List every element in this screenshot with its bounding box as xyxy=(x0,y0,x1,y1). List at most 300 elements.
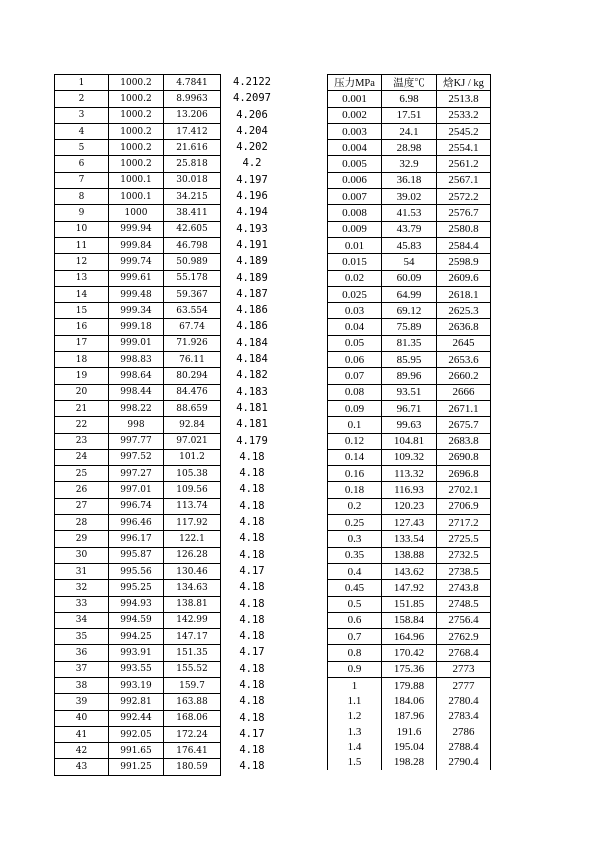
temperature-cell: 96.71 xyxy=(382,400,437,416)
table-row xyxy=(55,612,221,628)
density-cell: 999.18 xyxy=(109,319,164,335)
table-row xyxy=(55,482,221,498)
pressure-cell: 0.35 xyxy=(328,547,382,563)
temperature-cell: 109.32 xyxy=(382,449,437,465)
temperature-cell: 6.98 xyxy=(382,91,437,107)
specific-heat-cell: 4.179 xyxy=(236,434,268,447)
pressure-cell: 0.03 xyxy=(328,303,382,319)
specific-heat-cell: 4.202 xyxy=(236,141,268,154)
enthalpy-cell: 76.11 xyxy=(164,352,221,368)
enthalpy-cell: 80.294 xyxy=(164,368,221,384)
specific-heat-cell: 4.2 xyxy=(242,157,262,170)
temperature-cell: 116.93 xyxy=(382,482,437,498)
enthalpy-cell: 117.92 xyxy=(164,515,221,531)
specific-heat-cell: 4.186 xyxy=(236,304,268,317)
density-cell: 992.81 xyxy=(109,694,164,710)
specific-heat-cell: 4.181 xyxy=(236,418,268,431)
row-index-cell: 16 xyxy=(55,319,109,335)
water-properties-table xyxy=(54,74,221,776)
specific-heat-cell: 4.18 xyxy=(239,630,265,643)
row-index-cell: 37 xyxy=(55,661,109,677)
table-row xyxy=(328,270,491,286)
temperature-cell: 75.89 xyxy=(382,319,437,335)
density-cell: 992.05 xyxy=(109,726,164,742)
table-row xyxy=(55,303,221,319)
density-cell: 995.87 xyxy=(109,547,164,563)
pressure-cell: 1.2 xyxy=(328,709,382,724)
table-row xyxy=(328,739,491,754)
enthalpy-cell: 59.367 xyxy=(164,286,221,302)
specific-heat-cell: 4.17 xyxy=(239,564,265,577)
row-index-cell: 43 xyxy=(55,759,109,775)
pressure-cell: 0.006 xyxy=(328,172,382,188)
steam-enthalpy-cell: 2513.8 xyxy=(437,91,491,107)
enthalpy-cell: 8.9963 xyxy=(164,91,221,107)
table-row xyxy=(328,629,491,645)
table-row xyxy=(328,417,491,433)
temperature-cell: 99.63 xyxy=(382,417,437,433)
temperature-cell: 36.18 xyxy=(382,172,437,188)
enthalpy-cell: 34.215 xyxy=(164,189,221,205)
row-index-cell: 28 xyxy=(55,515,109,531)
enthalpy-cell: 151.35 xyxy=(164,645,221,661)
table-row xyxy=(55,547,221,563)
density-cell: 993.55 xyxy=(109,661,164,677)
density-cell: 994.93 xyxy=(109,596,164,612)
temperature-cell: 158.84 xyxy=(382,612,437,628)
pressure-cell: 0.02 xyxy=(328,270,382,286)
density-cell: 999.61 xyxy=(109,270,164,286)
row-index-cell: 26 xyxy=(55,482,109,498)
pressure-cell: 0.14 xyxy=(328,449,382,465)
enthalpy-cell: 63.554 xyxy=(164,303,221,319)
steam-enthalpy-cell: 2533.2 xyxy=(437,107,491,123)
table-row xyxy=(55,759,221,775)
temperature-cell: 28.98 xyxy=(382,140,437,156)
specific-heat-cell: 4.18 xyxy=(239,711,265,724)
temperature-cell: 143.62 xyxy=(382,563,437,579)
table-row xyxy=(328,724,491,739)
specific-heat-cell: 4.18 xyxy=(239,597,265,610)
table-row xyxy=(55,661,221,677)
specific-heat-cell: 4.189 xyxy=(236,255,268,268)
steam-enthalpy-cell: 2567.1 xyxy=(437,172,491,188)
temperature-cell: 151.85 xyxy=(382,596,437,612)
temperature-cell: 17.51 xyxy=(382,107,437,123)
steam-enthalpy-cell: 2725.5 xyxy=(437,531,491,547)
enthalpy-cell: 159.7 xyxy=(164,677,221,693)
pressure-cell: 0.001 xyxy=(328,91,382,107)
density-cell: 1000.2 xyxy=(109,140,164,156)
table-row xyxy=(55,107,221,123)
table-row xyxy=(55,352,221,368)
temperature-cell: 104.81 xyxy=(382,433,437,449)
table-header-row xyxy=(328,75,491,91)
enthalpy-cell: 88.659 xyxy=(164,400,221,416)
table-row xyxy=(328,400,491,416)
specific-heat-column xyxy=(222,74,282,775)
table-row xyxy=(328,368,491,384)
temperature-cell: 45.83 xyxy=(382,237,437,253)
temperature-cell: 164.96 xyxy=(382,629,437,645)
specific-heat-cell: 4.18 xyxy=(239,483,265,496)
specific-heat-cell: 4.187 xyxy=(236,287,268,300)
enthalpy-cell: 101.2 xyxy=(164,449,221,465)
steam-enthalpy-cell: 2706.9 xyxy=(437,498,491,514)
steam-enthalpy-cell: 2762.9 xyxy=(437,629,491,645)
specific-heat-cell: 4.18 xyxy=(239,467,265,480)
steam-enthalpy-cell: 2738.5 xyxy=(437,563,491,579)
density-cell: 1000.2 xyxy=(109,91,164,107)
steam-enthalpy-cell: 2584.4 xyxy=(437,237,491,253)
table-row xyxy=(55,629,221,645)
row-index-cell: 40 xyxy=(55,710,109,726)
table-row xyxy=(55,645,221,661)
enthalpy-cell: 17.412 xyxy=(164,123,221,139)
specific-heat-cell: 4.204 xyxy=(236,124,268,137)
pressure-cell: 1 xyxy=(328,677,382,693)
enthalpy-cell: 113.74 xyxy=(164,498,221,514)
table-row xyxy=(328,156,491,172)
density-cell: 1000.1 xyxy=(109,172,164,188)
table-row xyxy=(328,352,491,368)
pressure-cell: 0.015 xyxy=(328,254,382,270)
pressure-cell: 0.6 xyxy=(328,612,382,628)
density-cell: 993.19 xyxy=(109,677,164,693)
table-row xyxy=(55,123,221,139)
table-row xyxy=(328,612,491,628)
temperature-cell: 198.28 xyxy=(382,754,437,769)
density-cell: 994.25 xyxy=(109,629,164,645)
table-row xyxy=(55,449,221,465)
steam-enthalpy-cell: 2768.4 xyxy=(437,645,491,661)
pressure-cell: 0.3 xyxy=(328,531,382,547)
pressure-cell: 0.9 xyxy=(328,661,382,677)
specific-heat-cell: 4.18 xyxy=(239,760,265,773)
table-row xyxy=(328,563,491,579)
table-row xyxy=(55,710,221,726)
temperature-cell: 120.23 xyxy=(382,498,437,514)
table-row xyxy=(55,515,221,531)
steam-properties-table xyxy=(327,74,491,770)
row-index-cell: 32 xyxy=(55,580,109,596)
density-cell: 997.77 xyxy=(109,433,164,449)
pressure-cell: 0.8 xyxy=(328,645,382,661)
pressure-cell: 0.12 xyxy=(328,433,382,449)
enthalpy-cell: 46.798 xyxy=(164,237,221,253)
table-row xyxy=(55,91,221,107)
temperature-cell: 43.79 xyxy=(382,221,437,237)
specific-heat-cell: 4.17 xyxy=(239,646,265,659)
row-index-cell: 9 xyxy=(55,205,109,221)
steam-enthalpy-cell: 2561.2 xyxy=(437,156,491,172)
enthalpy-cell: 67.74 xyxy=(164,319,221,335)
density-cell: 1000.2 xyxy=(109,123,164,139)
row-index-cell: 36 xyxy=(55,645,109,661)
table-row xyxy=(55,677,221,693)
density-cell: 1000.2 xyxy=(109,156,164,172)
row-index-cell: 12 xyxy=(55,254,109,270)
table-row xyxy=(328,205,491,221)
temperature-cell: 195.04 xyxy=(382,739,437,754)
table-row xyxy=(328,140,491,156)
specific-heat-cell: 4.194 xyxy=(236,206,268,219)
row-index-cell: 10 xyxy=(55,221,109,237)
table-row xyxy=(55,140,221,156)
table-row xyxy=(55,417,221,433)
enthalpy-cell: 42.605 xyxy=(164,221,221,237)
specific-heat-cell: 4.193 xyxy=(236,222,268,235)
density-cell: 994.59 xyxy=(109,612,164,628)
row-index-cell: 3 xyxy=(55,107,109,123)
row-index-cell: 7 xyxy=(55,172,109,188)
temperature-cell: 54 xyxy=(382,254,437,270)
temperature-cell: 69.12 xyxy=(382,303,437,319)
table-row xyxy=(328,303,491,319)
temperature-cell: 170.42 xyxy=(382,645,437,661)
table-row xyxy=(328,123,491,139)
enthalpy-cell: 97.021 xyxy=(164,433,221,449)
temperature-cell: 138.88 xyxy=(382,547,437,563)
pressure-cell: 1.5 xyxy=(328,754,382,769)
specific-heat-cell: 4.191 xyxy=(236,238,268,251)
table-row xyxy=(328,596,491,612)
temperature-cell: 147.92 xyxy=(382,580,437,596)
row-index-cell: 31 xyxy=(55,563,109,579)
density-cell: 995.25 xyxy=(109,580,164,596)
temperature-cell: 191.6 xyxy=(382,724,437,739)
pressure-cell: 0.1 xyxy=(328,417,382,433)
row-index-cell: 34 xyxy=(55,612,109,628)
temperature-cell: 187.96 xyxy=(382,709,437,724)
row-index-cell: 29 xyxy=(55,531,109,547)
row-index-cell: 13 xyxy=(55,270,109,286)
steam-enthalpy-cell: 2777 xyxy=(437,677,491,693)
row-index-cell: 1 xyxy=(55,75,109,91)
table-row xyxy=(55,400,221,416)
row-index-cell: 6 xyxy=(55,156,109,172)
row-index-cell: 38 xyxy=(55,677,109,693)
table-row xyxy=(55,596,221,612)
steam-enthalpy-cell: 2671.1 xyxy=(437,400,491,416)
table-row xyxy=(328,661,491,677)
temperature-cell: 127.43 xyxy=(382,515,437,531)
steam-enthalpy-cell: 2717.2 xyxy=(437,515,491,531)
specific-heat-cell: 4.184 xyxy=(236,353,268,366)
pressure-cell: 0.5 xyxy=(328,596,382,612)
specific-heat-cell: 4.18 xyxy=(239,548,265,561)
density-cell: 998.64 xyxy=(109,368,164,384)
enthalpy-cell: 55.178 xyxy=(164,270,221,286)
row-index-cell: 15 xyxy=(55,303,109,319)
specific-heat-cell: 4.17 xyxy=(239,727,265,740)
row-index-cell: 17 xyxy=(55,335,109,351)
enthalpy-cell: 168.06 xyxy=(164,710,221,726)
density-cell: 992.44 xyxy=(109,710,164,726)
steam-enthalpy-cell: 2790.4 xyxy=(437,754,491,769)
specific-heat-cell: 4.186 xyxy=(236,320,268,333)
steam-enthalpy-cell: 2618.1 xyxy=(437,286,491,302)
pressure-cell: 0.002 xyxy=(328,107,382,123)
row-index-cell: 5 xyxy=(55,140,109,156)
specific-heat-cell: 4.183 xyxy=(236,385,268,398)
temperature-cell: 175.36 xyxy=(382,661,437,677)
steam-enthalpy-cell: 2653.6 xyxy=(437,352,491,368)
pressure-cell: 1.3 xyxy=(328,724,382,739)
pressure-cell: 1.1 xyxy=(328,693,382,708)
specific-heat-cell: 4.197 xyxy=(236,173,268,186)
density-cell: 996.17 xyxy=(109,531,164,547)
table-row xyxy=(328,580,491,596)
row-index-cell: 18 xyxy=(55,352,109,368)
table-row xyxy=(55,743,221,759)
pressure-cell: 0.003 xyxy=(328,123,382,139)
table-row xyxy=(328,449,491,465)
enthalpy-cell: 134.63 xyxy=(164,580,221,596)
enthalpy-cell: 155.52 xyxy=(164,661,221,677)
table-row xyxy=(55,75,221,91)
table-row xyxy=(55,498,221,514)
table-row xyxy=(55,172,221,188)
steam-enthalpy-cell: 2783.4 xyxy=(437,709,491,724)
table-row xyxy=(55,205,221,221)
temperature-cell: 32.9 xyxy=(382,156,437,172)
specific-heat-cell: 4.189 xyxy=(236,271,268,284)
temperature-cell: 64.99 xyxy=(382,286,437,302)
steam-enthalpy-cell: 2666 xyxy=(437,384,491,400)
steam-enthalpy-cell: 2788.4 xyxy=(437,739,491,754)
density-cell: 1000.2 xyxy=(109,75,164,91)
pressure-cell: 0.09 xyxy=(328,400,382,416)
enthalpy-cell: 21.616 xyxy=(164,140,221,156)
specific-heat-cell: 4.18 xyxy=(239,695,265,708)
row-index-cell: 2 xyxy=(55,91,109,107)
row-index-cell: 25 xyxy=(55,466,109,482)
temperature-cell: 133.54 xyxy=(382,531,437,547)
density-cell: 999.34 xyxy=(109,303,164,319)
row-index-cell: 22 xyxy=(55,417,109,433)
steam-enthalpy-cell: 2702.1 xyxy=(437,482,491,498)
temperature-cell: 81.35 xyxy=(382,335,437,351)
steam-enthalpy-cell: 2572.2 xyxy=(437,189,491,205)
table-row xyxy=(328,515,491,531)
density-cell: 998.83 xyxy=(109,352,164,368)
steam-enthalpy-cell: 2786 xyxy=(437,724,491,739)
table-row xyxy=(328,677,491,693)
specific-heat-cell: 4.18 xyxy=(239,744,265,757)
steam-enthalpy-cell: 2609.6 xyxy=(437,270,491,286)
row-index-cell: 24 xyxy=(55,449,109,465)
enthalpy-cell: 71.926 xyxy=(164,335,221,351)
pressure-cell: 0.01 xyxy=(328,237,382,253)
enthalpy-cell: 176.41 xyxy=(164,743,221,759)
density-cell: 991.65 xyxy=(109,743,164,759)
pressure-cell: 0.08 xyxy=(328,384,382,400)
table-row xyxy=(328,335,491,351)
temperature-cell: 184.06 xyxy=(382,693,437,708)
density-cell: 999.94 xyxy=(109,221,164,237)
pressure-cell: 0.07 xyxy=(328,368,382,384)
table-row xyxy=(55,319,221,335)
row-index-cell: 4 xyxy=(55,123,109,139)
density-cell: 997.52 xyxy=(109,449,164,465)
density-cell: 997.27 xyxy=(109,466,164,482)
density-cell: 1000 xyxy=(109,205,164,221)
steam-enthalpy-cell: 2773 xyxy=(437,661,491,677)
enthalpy-cell: 92.84 xyxy=(164,417,221,433)
table-row xyxy=(55,335,221,351)
row-index-cell: 14 xyxy=(55,286,109,302)
table-row xyxy=(328,466,491,482)
pressure-cell: 0.005 xyxy=(328,156,382,172)
row-index-cell: 19 xyxy=(55,368,109,384)
table-row xyxy=(328,693,491,708)
table-row xyxy=(328,709,491,724)
specific-heat-cell: 4.18 xyxy=(239,678,265,691)
table-row xyxy=(328,286,491,302)
table-row xyxy=(55,368,221,384)
steam-enthalpy-cell: 2554.1 xyxy=(437,140,491,156)
density-cell: 995.56 xyxy=(109,563,164,579)
table-row xyxy=(55,254,221,270)
temperature-cell: 93.51 xyxy=(382,384,437,400)
steam-enthalpy-cell: 2645 xyxy=(437,335,491,351)
enthalpy-cell: 4.7841 xyxy=(164,75,221,91)
table-row xyxy=(55,694,221,710)
table-row xyxy=(55,563,221,579)
temperature-cell: 85.95 xyxy=(382,352,437,368)
enthalpy-cell: 130.46 xyxy=(164,563,221,579)
table-row xyxy=(55,237,221,253)
row-index-cell: 30 xyxy=(55,547,109,563)
specific-heat-cell: 4.181 xyxy=(236,401,268,414)
density-cell: 996.74 xyxy=(109,498,164,514)
table-row xyxy=(328,547,491,563)
temperature-cell: 60.09 xyxy=(382,270,437,286)
table-row xyxy=(328,531,491,547)
row-index-cell: 42 xyxy=(55,743,109,759)
pressure-cell: 0.008 xyxy=(328,205,382,221)
table-row xyxy=(328,645,491,661)
table-row xyxy=(328,433,491,449)
enthalpy-cell: 172.24 xyxy=(164,726,221,742)
steam-enthalpy-cell: 2598.9 xyxy=(437,254,491,270)
pressure-cell: 0.18 xyxy=(328,482,382,498)
specific-heat-cell: 4.18 xyxy=(239,450,265,463)
pressure-cell: 0.025 xyxy=(328,286,382,302)
enthalpy-cell: 163.88 xyxy=(164,694,221,710)
enthalpy-cell: 38.411 xyxy=(164,205,221,221)
specific-heat-cell: 4.18 xyxy=(239,613,265,626)
steam-enthalpy-cell: 2756.4 xyxy=(437,612,491,628)
pressure-cell: 0.004 xyxy=(328,140,382,156)
steam-enthalpy-cell: 2675.7 xyxy=(437,417,491,433)
density-cell: 1000.2 xyxy=(109,107,164,123)
enthalpy-cell: 180.59 xyxy=(164,759,221,775)
table-row xyxy=(55,580,221,596)
enthalpy-cell: 109.56 xyxy=(164,482,221,498)
enthalpy-cell: 25.818 xyxy=(164,156,221,172)
row-index-cell: 21 xyxy=(55,400,109,416)
density-cell: 999.48 xyxy=(109,286,164,302)
enthalpy-cell: 105.38 xyxy=(164,466,221,482)
table-row xyxy=(55,286,221,302)
row-index-cell: 27 xyxy=(55,498,109,514)
steam-enthalpy-cell: 2625.3 xyxy=(437,303,491,319)
pressure-cell: 0.05 xyxy=(328,335,382,351)
pressure-cell: 1.4 xyxy=(328,739,382,754)
specific-heat-cell: 4.2122 xyxy=(233,76,271,88)
